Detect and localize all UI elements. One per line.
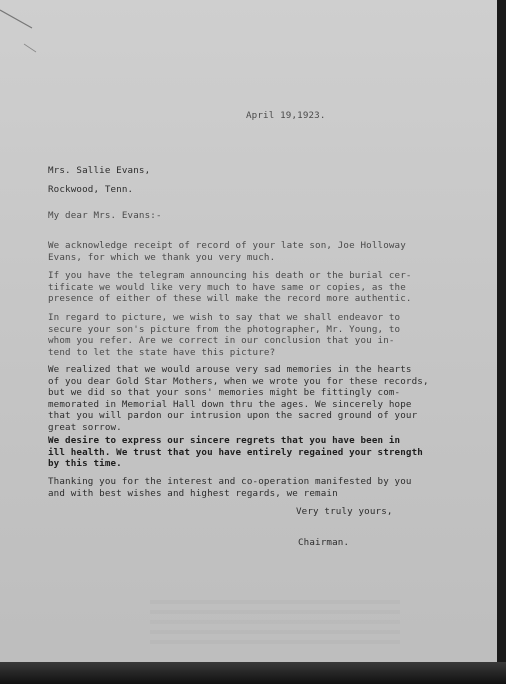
paragraph-6 bbox=[48, 476, 412, 499]
paragraph-line: Evans, for which we thank you very much. bbox=[48, 251, 276, 263]
paragraph-line: If you have the telegram announcing his death or the burial cer- bbox=[48, 270, 412, 281]
paragraph-line: tificate we would like very much to have same or copies, as the bbox=[48, 281, 406, 293]
paragraph-5 bbox=[48, 435, 423, 470]
paragraph-line: and with best wishes and highest regards, we remain bbox=[48, 487, 338, 499]
paragraph-line: presence of either of these will make the record more authentic. bbox=[48, 293, 412, 304]
ghost-text-bleedthrough bbox=[150, 600, 400, 650]
scan-edge-right bbox=[497, 0, 506, 684]
closing: Very truly yours, bbox=[296, 506, 393, 517]
paragraph-line: ill health. We trust that you have entirely regained your strength bbox=[48, 446, 423, 458]
paragraph-line: whom you refer. Are we correct in our conclusion that you in- bbox=[48, 335, 395, 346]
paragraph-line: by this time. bbox=[48, 458, 122, 469]
salutation: My dear Mrs. Evans:- bbox=[48, 210, 162, 221]
paragraph-line: We realized that we would arouse very sad memories in the hearts bbox=[48, 364, 412, 375]
paragraph-line: of you dear Gold Star Mothers, when we wrote you for these records, bbox=[48, 375, 429, 387]
paragraph-line: but we did so that your sons' memories might be fittingly com- bbox=[48, 387, 401, 398]
letter-date: April 19,1923. bbox=[246, 110, 326, 121]
paragraph-line: We desire to express our sincere regrets that you have been in bbox=[48, 435, 401, 446]
paragraph-line: secure your son's picture from the photographer, Mr. Young, to bbox=[48, 323, 401, 335]
paragraph-line: that you will pardon our intrusion upon the sacred ground of your bbox=[48, 410, 418, 421]
paragraph-line: We acknowledge receipt of record of your late son, Joe Holloway bbox=[48, 240, 406, 251]
paragraph-3 bbox=[48, 312, 400, 358]
paper-fold-mark bbox=[0, 0, 60, 60]
paragraph-line: tend to let the state have this picture? bbox=[48, 346, 276, 358]
signature-title: Chairman. bbox=[298, 537, 350, 548]
paragraph-line: Thanking you for the interest and co-operation manifested by you bbox=[48, 476, 412, 487]
paragraph-1 bbox=[48, 240, 406, 263]
paragraph-line: great sorrow. bbox=[48, 421, 122, 433]
recipient-name: Mrs. Sallie Evans, bbox=[48, 165, 151, 176]
paragraph-line: In regard to picture, we wish to say that we shall endeavor to bbox=[48, 312, 401, 323]
paragraph-4 bbox=[48, 364, 429, 433]
paragraph-line: memorated in Memorial Hall down thru the ages. We sincerely hope bbox=[48, 398, 412, 410]
scan-edge-bottom bbox=[0, 662, 506, 684]
recipient-city: Rockwood, Tenn. bbox=[48, 184, 134, 195]
paragraph-2 bbox=[48, 270, 412, 305]
